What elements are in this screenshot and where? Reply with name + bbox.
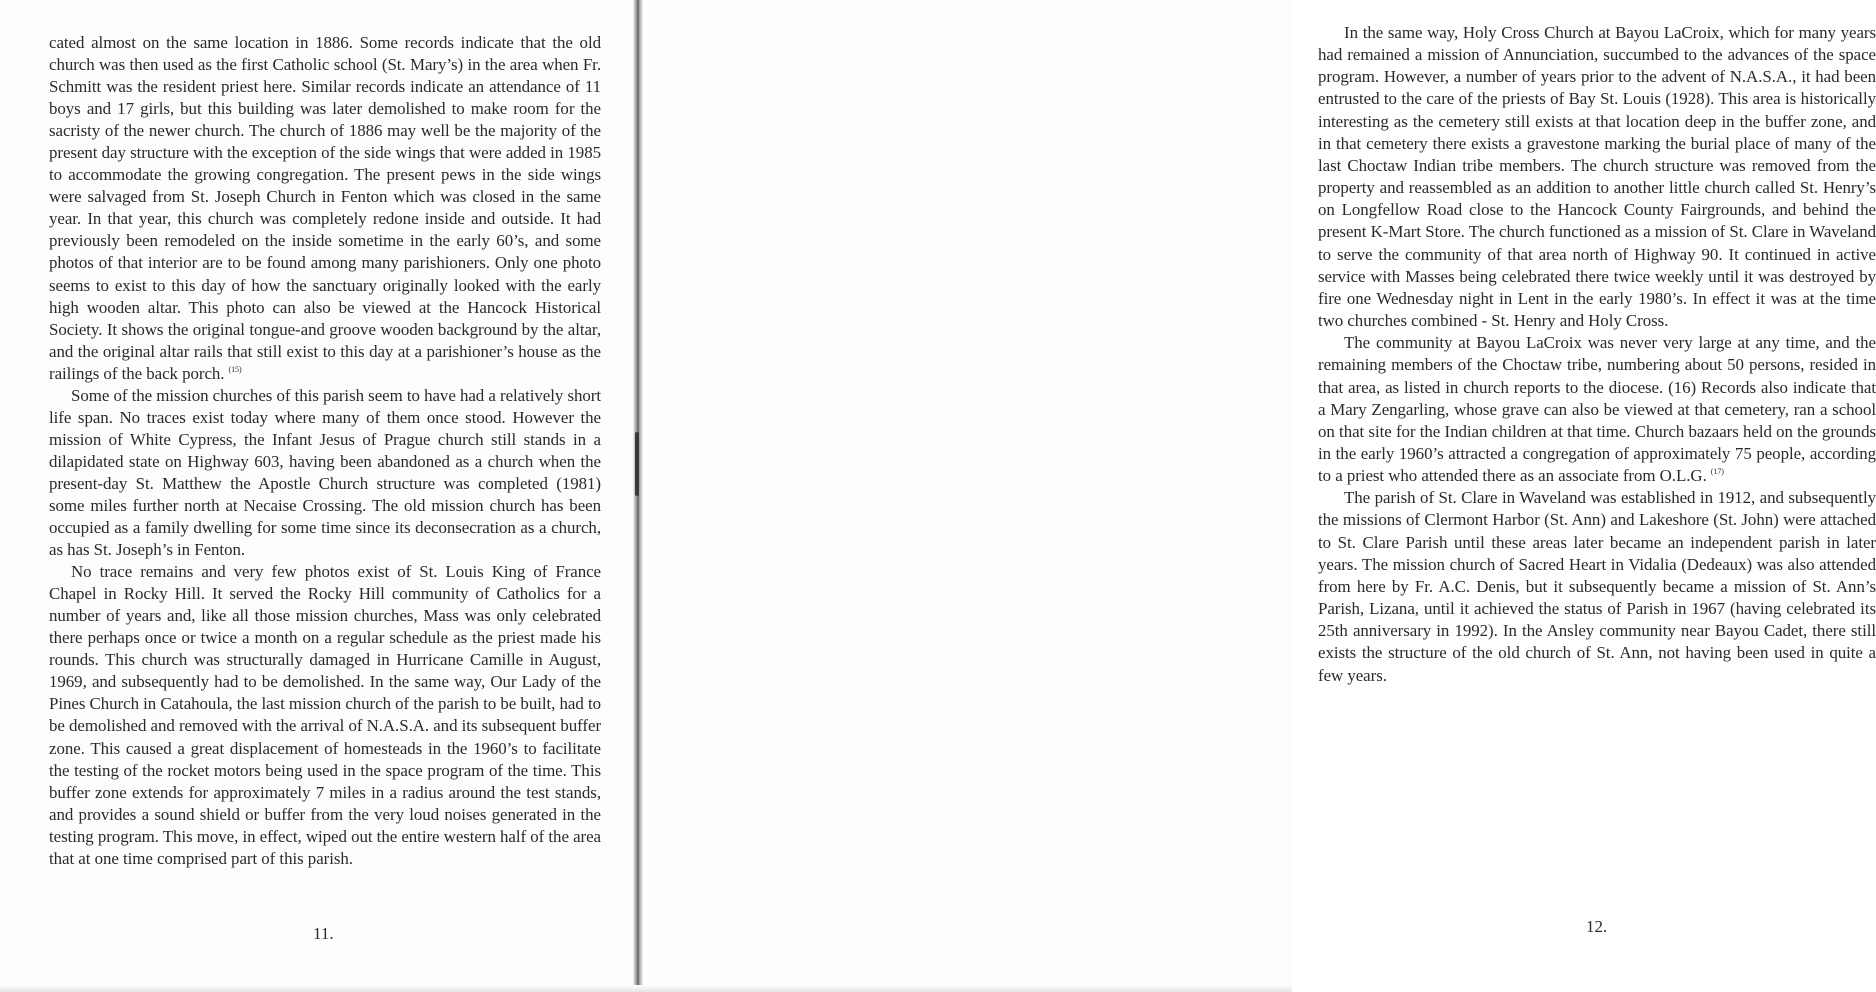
page-number-left: 11. bbox=[313, 924, 334, 943]
left-paragraph-2: Some of the mission churches of this parish seem to have had a relatively short life span. No traces exist today where many of them once stood. However the mission of White Cypress, the Infant Jesus of Prague church still stands in a dilapidated state on Highway 603, having been abandoned as a church when the present-day St. Matthew the Apostle Church structure was completed (1981) some miles further north at Necaise Crossing. The old mission church has been occupied as a family dwelling for some time since its deconsecration as a church, as has St. Joseph’s in Fenton. bbox=[49, 385, 601, 560]
left-paragraph-1-text: cated almost on the same location in 1886. Some records indicate that the old church was then used as the first Catholic school (St. Mary’s) in the area when Fr. Schmitt was the resident priest here. Similar records indicate an attendance of 11 boys and 17 girls, but this building was later demolished to make room for the sacristy of the newer church. The church of 1886 may well be the majority of the present day structure with the exception of the side wings that were added in 1985 to accommodate the growing congregation. The present pews in the side wings were salvaged from St. Joseph Church in Fenton which was closed in the same year. In that year, this church was completely redone inside and outside. It had previously been remodeled on the inside sometime in the early 60’s, and some photos of that interior are to be found among many parishioners. Only one photo seems to exist to this day of how the sanctuary originally looked with the early high wooden altar. This photo can also be viewed at the Hancock Historical Society. It shows the original tongue-and groove wooden background by the altar, and the original altar rails that still exist to this day at a parishioner’s house as the railings of the back porch. bbox=[49, 33, 601, 383]
right-paragraph-3: The parish of St. Clare in Waveland was established in 1912, and subsequently the missions of Clermont Harbor (St. Ann) and Lakeshore (St. John) were attached to St. Clare Parish until these areas later became an independent parish in later years. The mission church of Sacred Heart in Vidalia (Dedeaux) was also attended from here by Fr. A.C. Denis, but it subsequently became a mission of St. Ann’s Parish, Lizana, until it achieved the status of Parish in 1967 (having celebrated its 25th anniversary in 1992). In the Ansley community near Bayou Cadet, there still exists the structure of the old church of St. Ann, not having been used in quite a few years. bbox=[1318, 488, 1876, 685]
right-paragraph-2 bbox=[1318, 332, 1876, 487]
left-paragraph-3: No trace remains and very few photos exist of St. Louis King of France Chapel in Rocky Hill. It served the Rocky Hill community of Catholics for a number of years and, like all those mission churches, Mass was only celebrated there perhaps once or twice a month on a regular schedule as the priest made his rounds. This church was structurally damaged in Hurricane Camille in August, 1969, and subsequently had to be demolished. In the same way, Our Lady of the Pines Church in Catahoula, the last mission church of the parish to be built, had to be demolished and removed with the arrival of N.A.S.A. and its subsequent buffer zone. This caused a great displacement of homesteads in the 1960’s to facilitate the testing of the rocket motors being used in the space program of the time. This buffer zone extends for approximately 7 miles in a radius around the test stands, and provides a sound shield or buffer from the very loud noises generated in the testing program. This move, in effect, wiped out the entire western half of the area that at one time comprised part of this parish. bbox=[49, 562, 602, 868]
right-paragraph-1: In the same way, Holy Cross Church at Bayou LaCroix, which for many years had remained a mission of Annunciation, succumbed to the advances of the space program. However, a number of years prior to the advent of N.A.S.A., it had been entrusted to the care of the priests of Bay St. Louis (1928). This area is historically interesting as the cemetery still exists at that location deep in the buffer zone, and in that cemetery there exists a gravestone marking the burial place of many of the last Choctaw Indian tribe members. The church structure was removed from the property and reassembled as an addition to another little church called St. Henry’s on Longfellow Road close to the Hancock County Fairgrounds, and behind the present K-Mart Store. The church functioned as a mission of St. Clare in Waveland to serve the community of that area north of Highway 90. It continued in active service with Masses being celebrated there twice weekly until it was destroyed by fire one Wednesday night in Lent in the early 1980’s. In effect it was at the time two churches combined - St. Henry and Holy Cross. bbox=[1318, 23, 1876, 331]
footnote-marker-17: (17) bbox=[1710, 467, 1724, 477]
page-bottom-edge bbox=[0, 985, 1292, 992]
right-page-text bbox=[1318, 22, 1876, 687]
right-page bbox=[640, 0, 1876, 992]
page-number-right: 12. bbox=[1586, 917, 1608, 936]
footnote-marker-15: (15) bbox=[228, 364, 242, 374]
left-page bbox=[0, 0, 636, 992]
binding-mark bbox=[635, 432, 639, 496]
left-paragraph-1 bbox=[49, 32, 601, 385]
left-page-text bbox=[49, 32, 601, 870]
right-paragraph-2-text: The community at Bayou LaCroix was never very large at any time, and the remaining members of the Choctaw tribe, numbering about 50 persons, resided in that area, as listed in church reports to the diocese. (16) Records also indicate that a Mary Zengarling, whose grave can also be viewed at that cemetery, ran a school on that site for the Indian children at that time. Church bazaars held on the grounds in the early 1960’s attracted a congregation of approximately 75 people, according to a priest who attended there as an associate from O.L.G. bbox=[1318, 333, 1876, 486]
